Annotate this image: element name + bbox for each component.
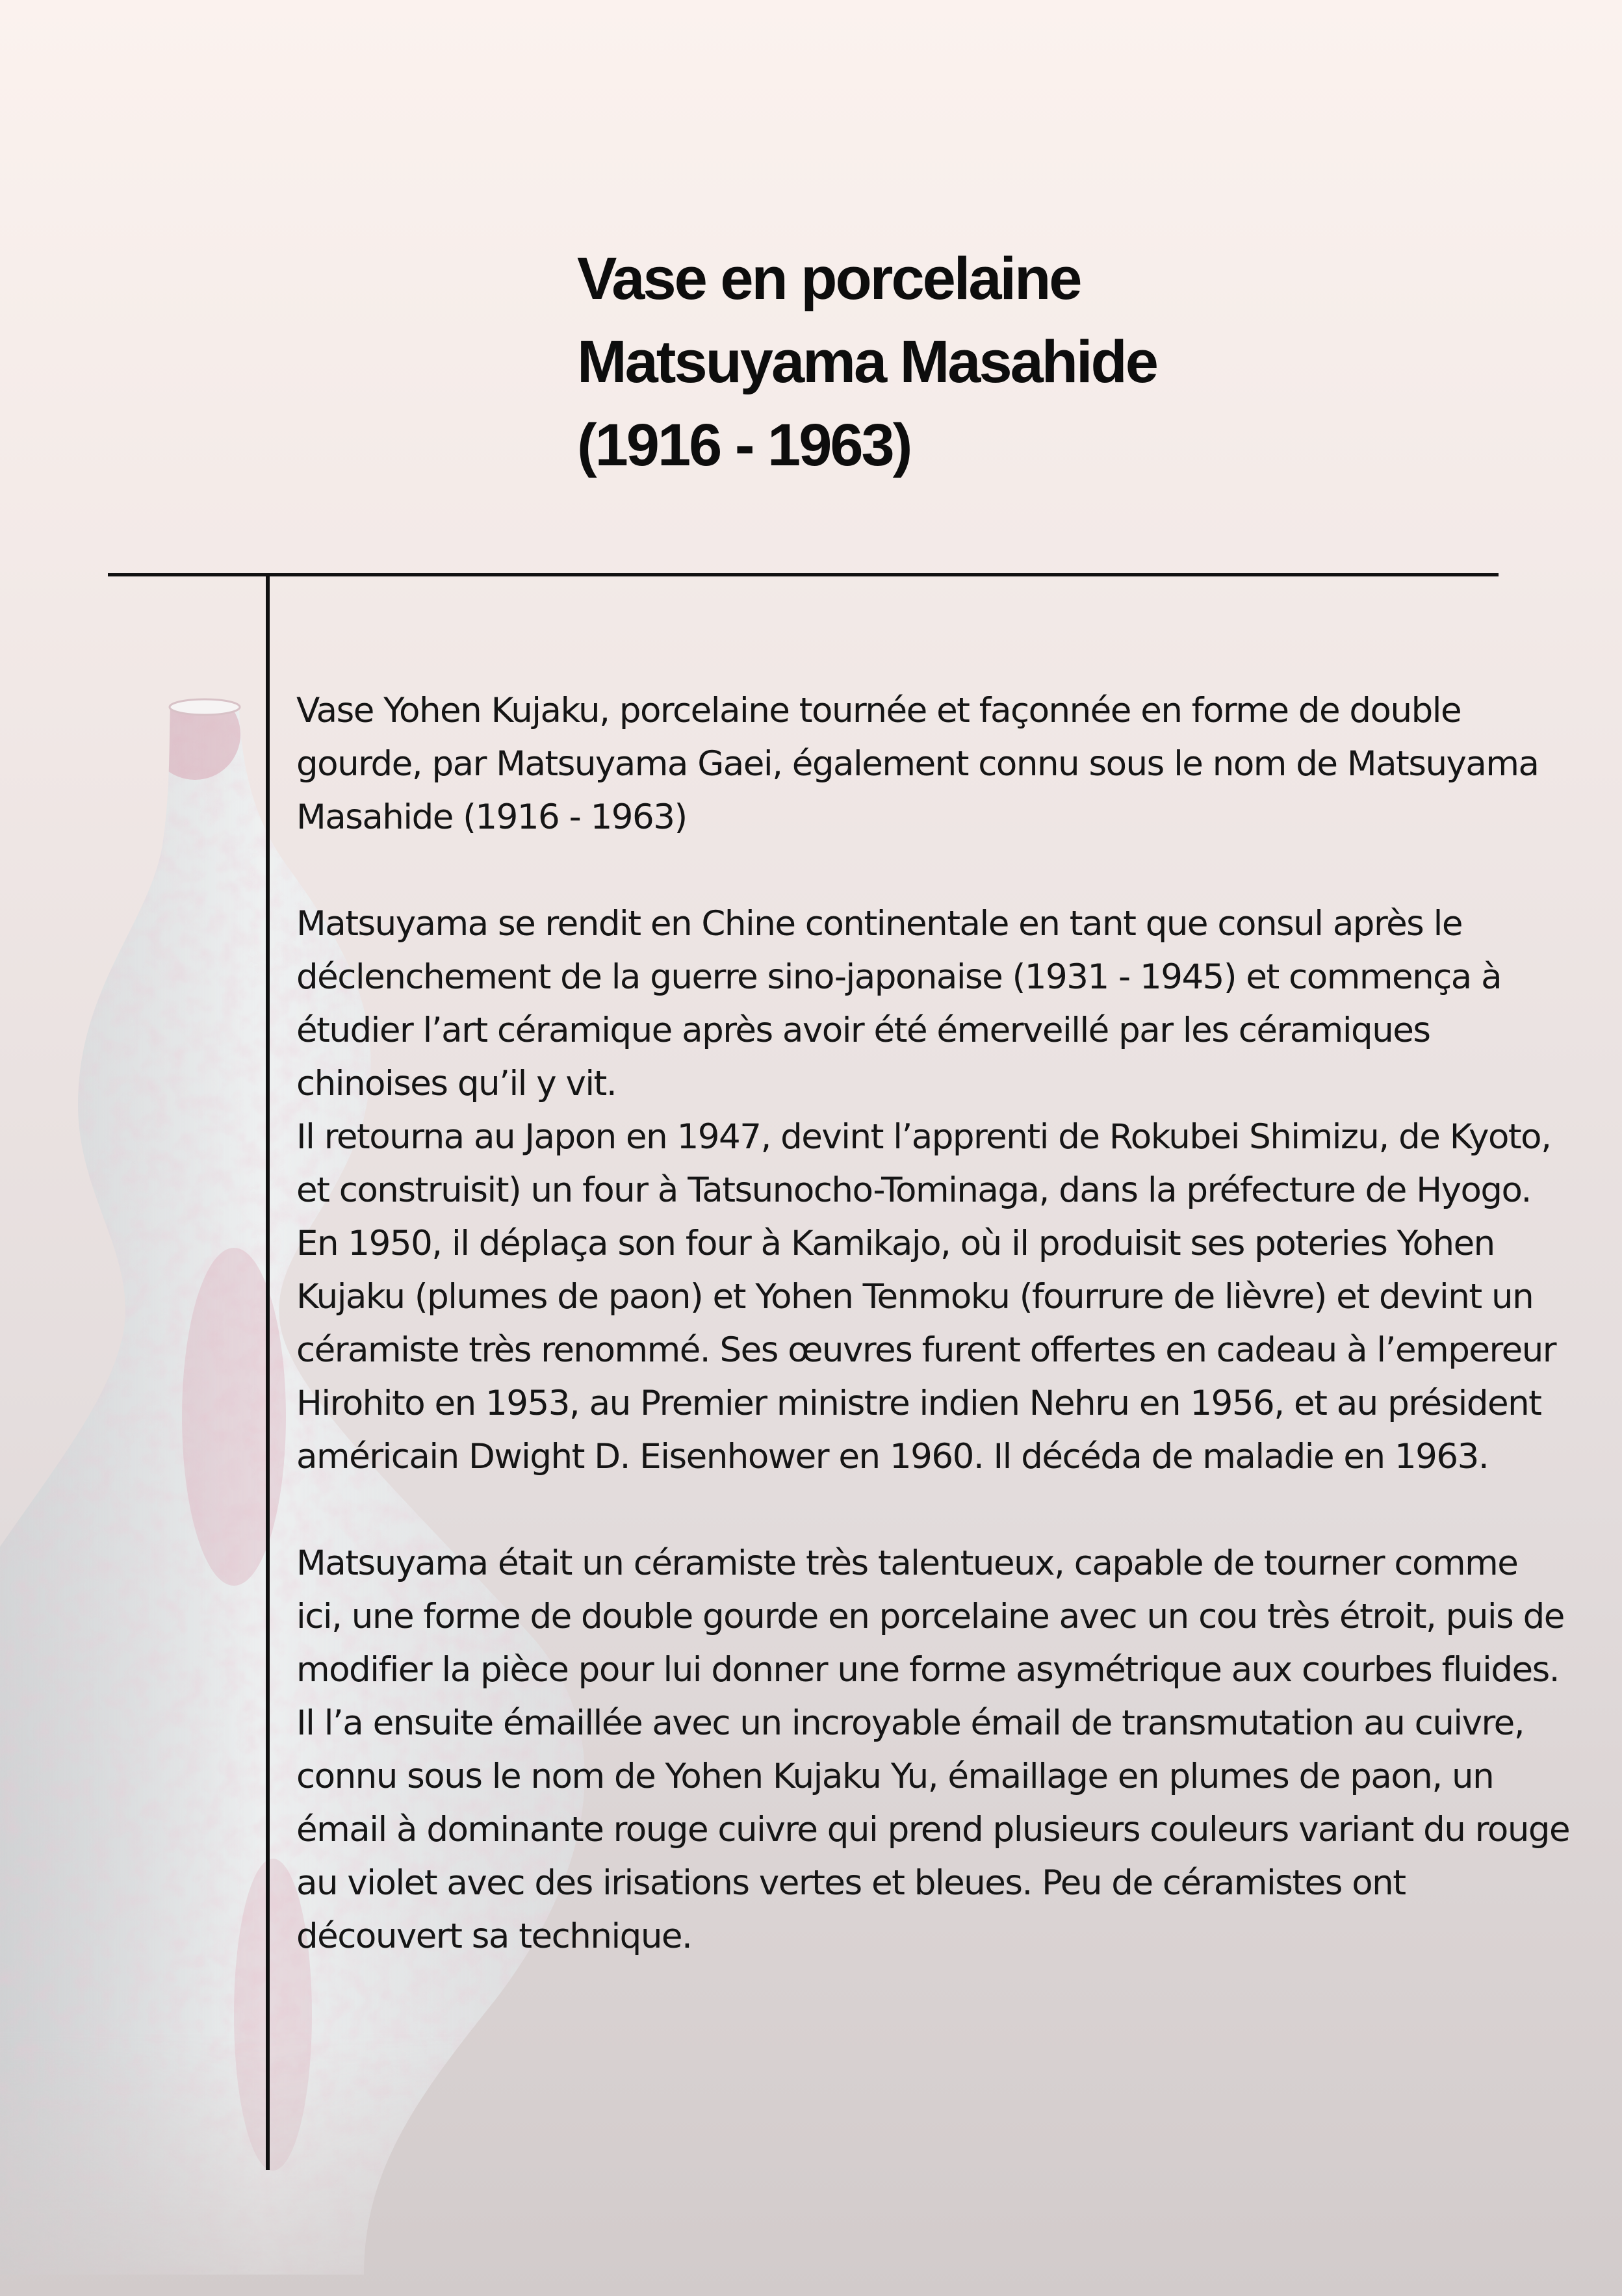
paragraph-spacer (296, 1484, 1570, 1537)
description-text (296, 684, 1570, 1963)
title-line-1: Vase en porcelaine (577, 246, 1081, 312)
paragraph-spacer (296, 844, 1570, 897)
paragraph-technique: Matsuyama était un céramiste très talentueux, capable de tourner comme ici, une forme de double gourde en porcelaine avec un cou très étroit, puis de modifier la pièce pour lui donner une forme asymétrique aux courbes fluides. Il l’a ensuite émaillée avec un incroyable émail de transmutation au cuivre, connu sous le nom de Yohen Kujaku Yu, émaillage en plumes de paon, un émail à dominante rouge cuivre qui prend plusieurs couleurs variant du rouge au violet avec des irisations vertes et bleues. Peu de céramistes ont découvert sa technique. (296, 1543, 1570, 1956)
paragraph-vase-description: Vase Yohen Kujaku, porcelaine tournée et façonnée en forme de double gourde, par Matsuyama Gaei, également connu sous le nom de Matsuyama Masahide (1916 - 1963) (296, 691, 1539, 837)
vertical-divider (266, 574, 270, 2170)
horizontal-divider (108, 573, 1499, 576)
paragraph-china: Matsuyama se rendit en Chine continentale en tant que consul après le déclenchement de la guerre sino-japonaise (1931 - 1945) et commença à étudier l’art céramique après avoir été émerveillé par les céramiques chinoises qu’il y vit. (296, 904, 1502, 1103)
title-line-3: (1916 - 1963) (577, 412, 911, 478)
page-title (577, 237, 1552, 487)
paragraph-kamikajo: En 1950, il déplaça son four à Kamikajo, où il produisit ses poteries Yohen Kujaku (plumes de paon) et Yohen Tenmoku (fourrure de lièvre) et devint un céramiste très renommé. Ses œuvres furent offertes en cadeau à l’empereur Hirohito en 1953, au Premier ministre indien Nehru en 1956, et au président américain Dwight D. Eisenhower en 1960. Il décéda de maladie en 1963. (296, 1224, 1556, 1477)
title-line-2: Matsuyama Masahide (577, 329, 1157, 395)
paragraph-japan-return: Il retourna au Japon en 1947, devint l’apprenti de Rokubei Shimizu, de Kyoto, et construisit) un four à Tatsunocho-Tominaga, dans la préfecture de Hyogo. (296, 1117, 1551, 1210)
